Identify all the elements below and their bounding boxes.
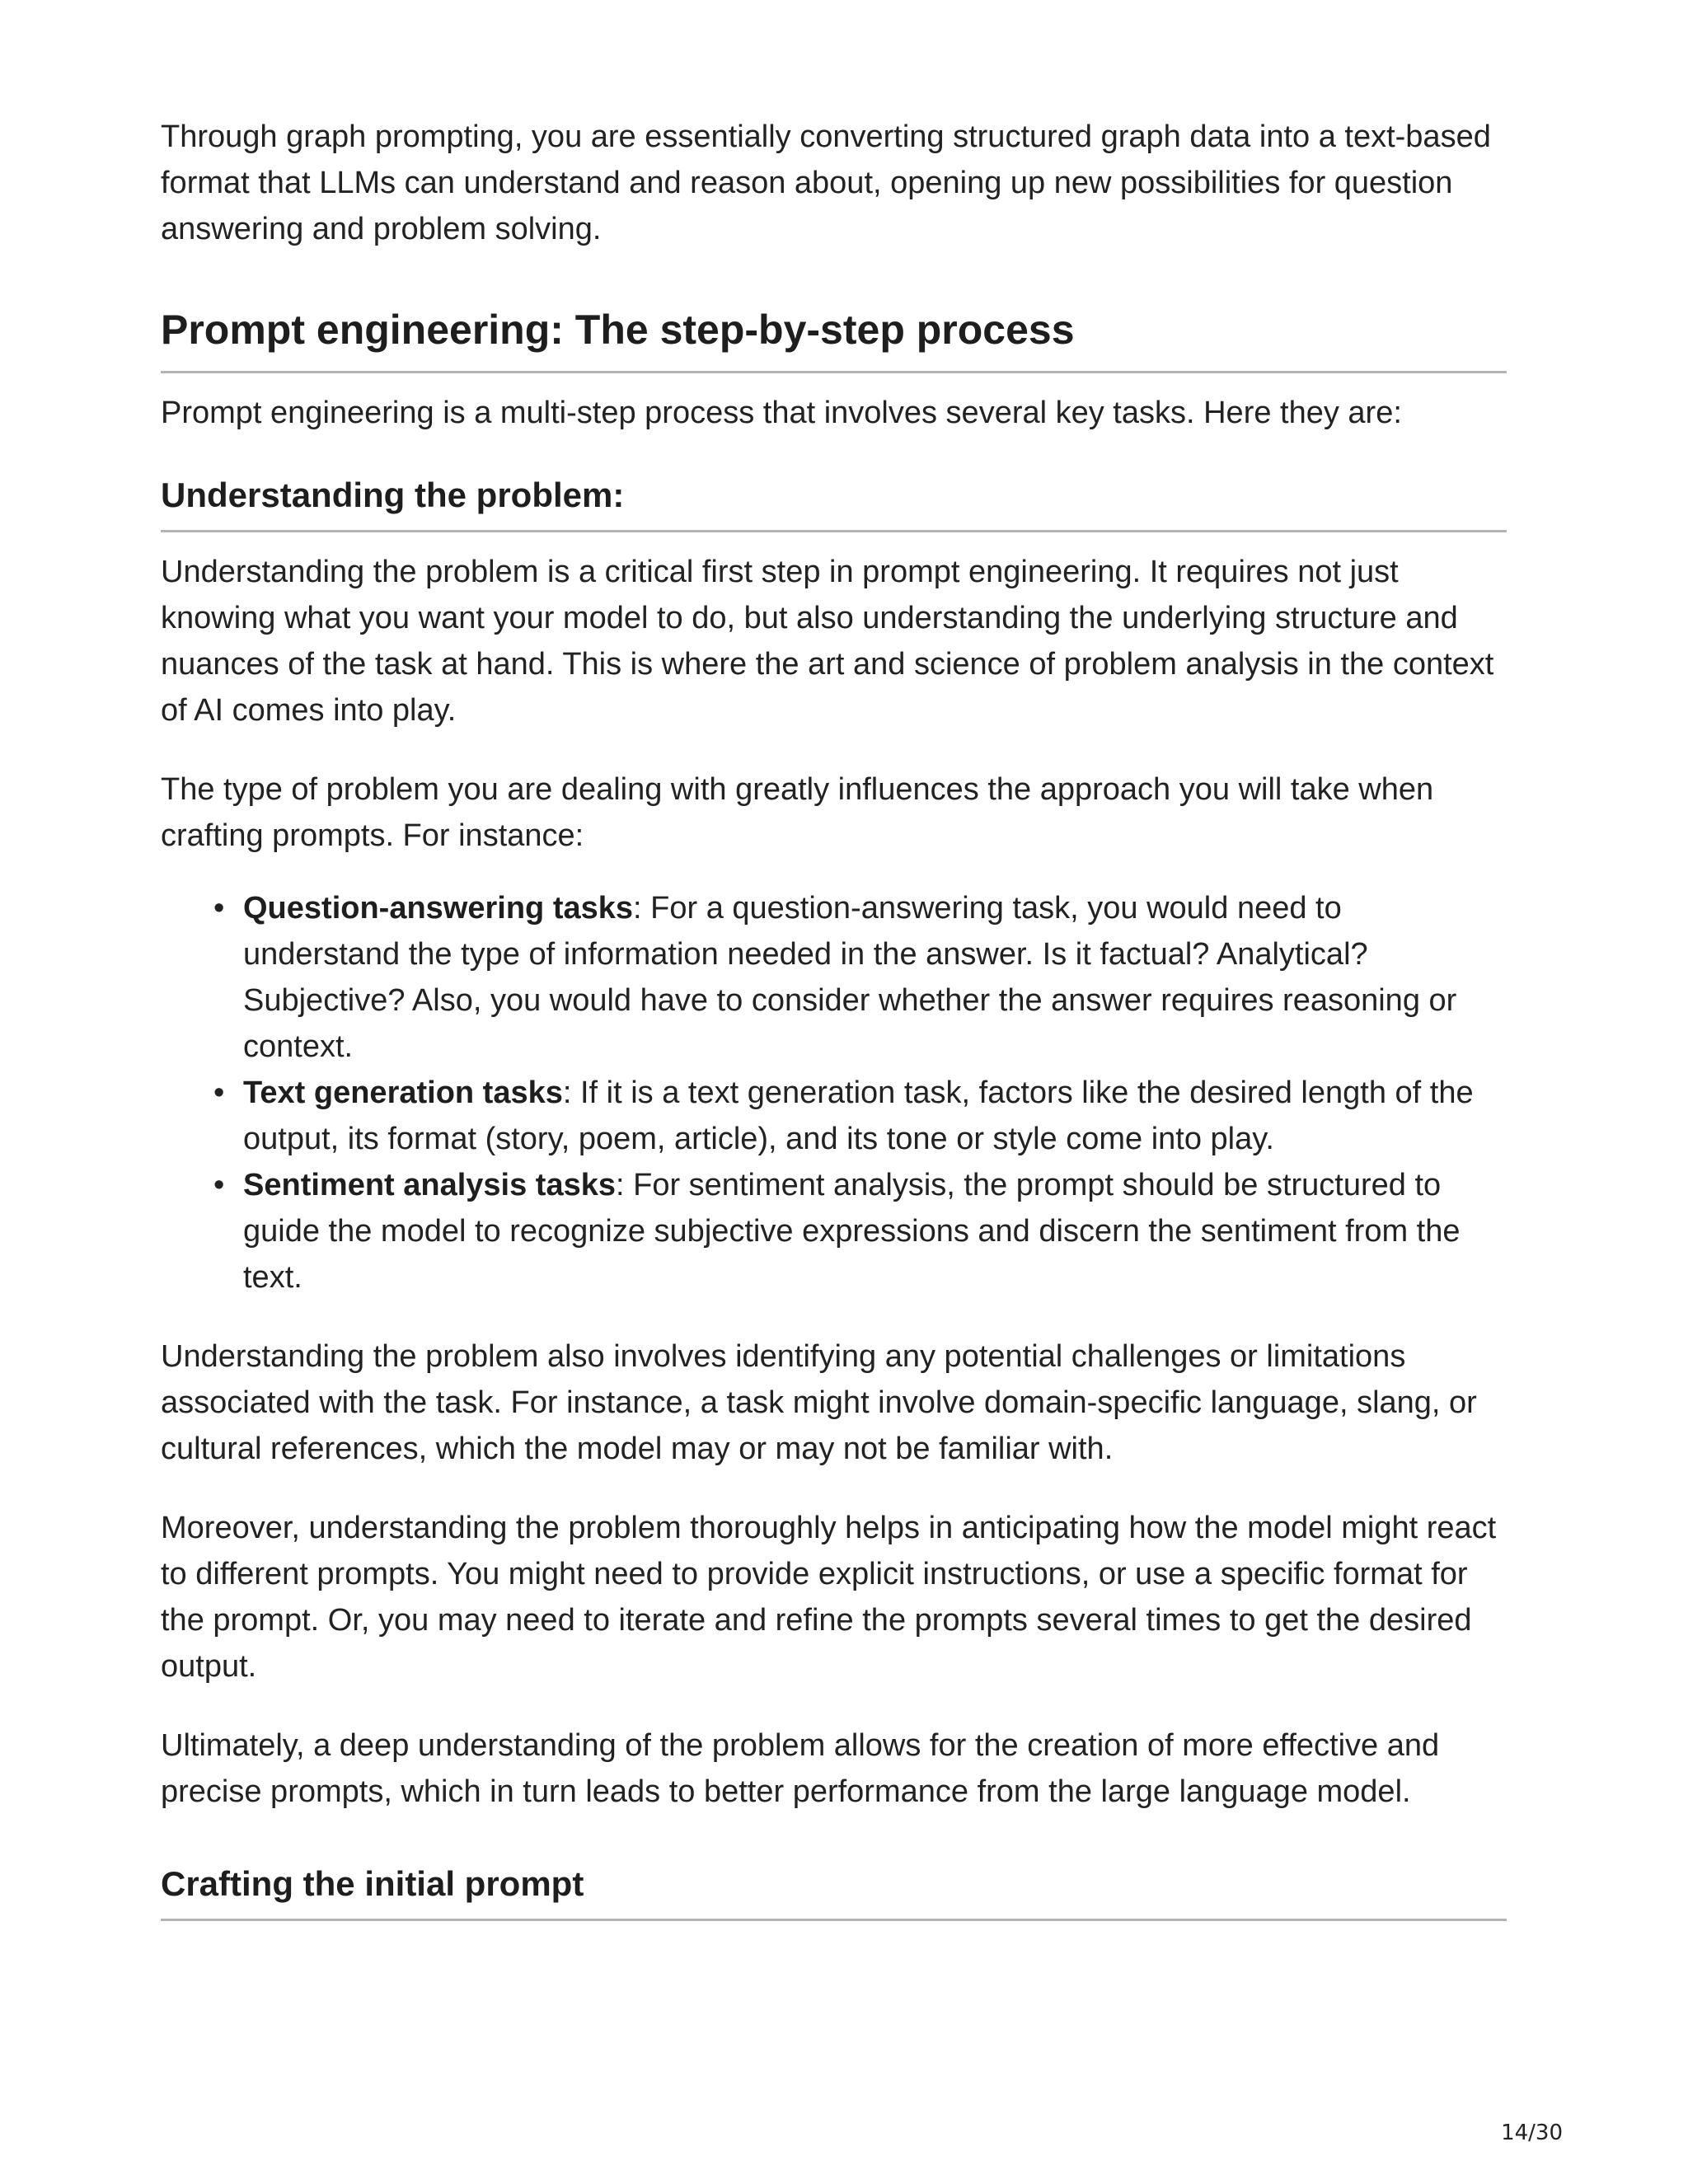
list-item-text: : For sentiment analysis, the prompt should be structured to guide the model to recognize subjective expressions and discern the sentiment from the text. (243, 1168, 1461, 1295)
list-item (213, 1070, 1507, 1162)
understanding-paragraph-3: Understanding the problem also involves identifying any potential challenges or limitations associated with the task. For instance, a task might involve domain-specific language, slang, or cultural references, which the model may or may not be familiar with. (161, 1339, 1477, 1466)
list-item-term: Text generation tasks (243, 1076, 563, 1110)
page-number: 14/30 (1501, 2121, 1563, 2145)
list-item (213, 885, 1507, 1070)
article-body (161, 114, 1507, 1921)
bullet-icon: • (213, 1168, 225, 1202)
bullet-icon: • (213, 1076, 225, 1110)
task-type-list (161, 885, 1507, 1301)
section-lead-paragraph: Prompt engineering is a multi-step process that involves several key tasks. Here they are: (161, 396, 1402, 430)
understanding-paragraph-5: Ultimately, a deep understanding of the problem allows for the creation of more effective and precise prompts, which in turn leads to better performance from the large language model. (161, 1728, 1440, 1809)
subheading-understanding: Understanding the problem: (161, 472, 1507, 532)
list-item-text: : If it is a text generation task, factors like the desired length of the output, its format (story, poem, article), and its tone or style come into play. (243, 1076, 1474, 1156)
list-item-term: Sentiment analysis tasks (243, 1168, 616, 1202)
subheading-crafting: Crafting the initial prompt (161, 1861, 1507, 1921)
bullet-icon: • (213, 891, 225, 926)
list-item-text: : For a question-answering task, you would need to understand the type of information needed in the answer. Is it factual? Analytical? Subjective? Also, you would have to consider whether the answer requires reasoning or context. (243, 891, 1457, 1064)
section-heading: Prompt engineering: The step-by-step process (161, 305, 1507, 373)
understanding-paragraph-4: Moreover, understanding the problem thoroughly helps in anticipating how the model might react to different prompts. You might need to provide explicit instructions, or use a specific format for the prompt. Or, you may need to iterate and refine the prompts several times to get the desired output. (161, 1511, 1497, 1684)
understanding-paragraph-2: The type of problem you are dealing with greatly influences the approach you will take when crafting prompts. For instance: (161, 772, 1434, 853)
understanding-paragraph-1: Understanding the problem is a critical first step in prompt engineering. It requires not just knowing what you want your model to do, but also understanding the underlying structure and nuances of the task at hand. This is where the art and science of problem analysis in the context of AI comes into play. (161, 555, 1494, 728)
list-item (213, 1162, 1507, 1301)
intro-paragraph: Through graph prompting, you are essentially converting structured graph data into a text-based format that LLMs can understand and reason about, opening up new possibilities for question answering and problem solving. (161, 120, 1491, 246)
list-item-term: Question-answering tasks (243, 891, 634, 926)
